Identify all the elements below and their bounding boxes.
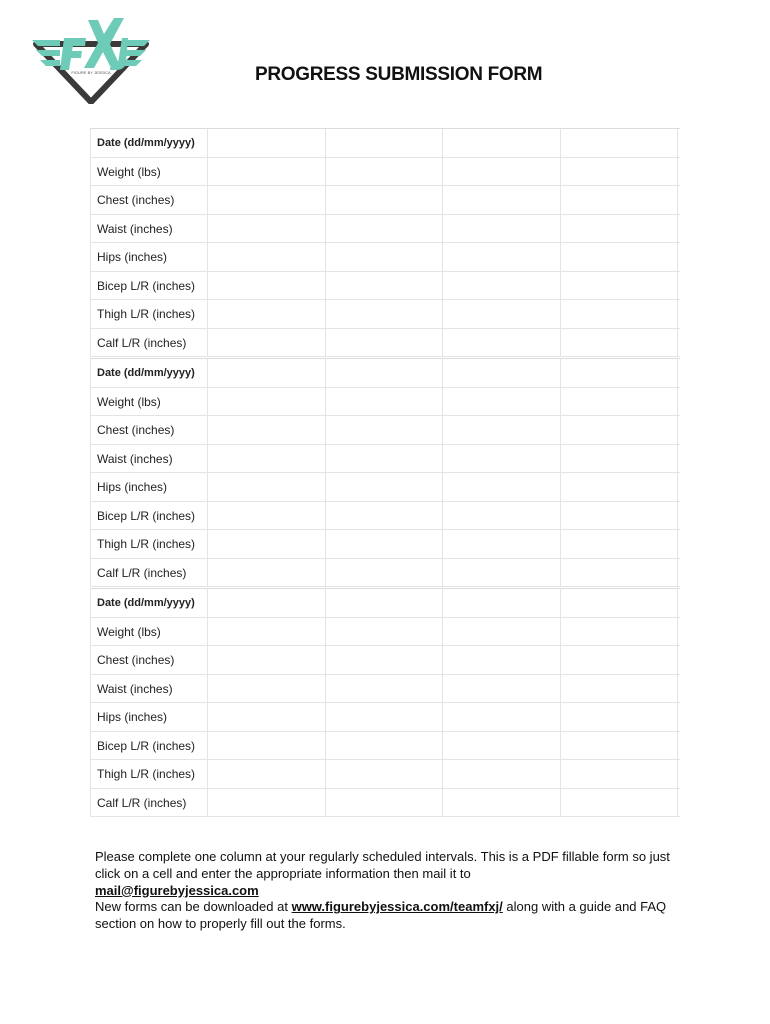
fillable-cell[interactable] xyxy=(326,129,444,157)
table-row xyxy=(90,502,680,531)
table-row xyxy=(90,760,680,789)
fillable-cell[interactable] xyxy=(443,243,561,271)
row-label: Weight (lbs) xyxy=(90,158,208,186)
instructions-line-2-post: along with a guide and FAQ section on how to properly fill out the forms. xyxy=(95,899,667,932)
measurement-block xyxy=(90,358,680,587)
table-row xyxy=(90,329,680,358)
email-link[interactable]: mail@figurebyjessica.com xyxy=(95,882,259,898)
row-label: Hips (inches) xyxy=(90,703,208,731)
fillable-cell[interactable] xyxy=(443,186,561,214)
fillable-cell[interactable] xyxy=(561,215,679,243)
fillable-cell[interactable] xyxy=(443,473,561,501)
fillable-cell[interactable] xyxy=(561,388,679,416)
table-row xyxy=(90,732,680,761)
fillable-cell[interactable] xyxy=(326,618,444,646)
fillable-cell[interactable] xyxy=(326,300,444,328)
fillable-cell[interactable] xyxy=(208,732,326,760)
table-row xyxy=(90,272,680,301)
fillable-cell[interactable] xyxy=(561,589,679,617)
table-row xyxy=(90,359,680,388)
fillable-cell[interactable] xyxy=(561,359,679,387)
fillable-cell[interactable] xyxy=(208,445,326,473)
fillable-cell[interactable] xyxy=(208,703,326,731)
row-label: Bicep L/R (inches) xyxy=(90,272,208,300)
fillable-cell[interactable] xyxy=(326,445,444,473)
fillable-cell[interactable] xyxy=(561,760,679,788)
fillable-cell[interactable] xyxy=(443,530,561,558)
row-label: Calf L/R (inches) xyxy=(90,329,208,357)
website-link[interactable]: www.figurebyjessica.com/teamfxj/ xyxy=(291,899,503,915)
fillable-cell[interactable] xyxy=(208,158,326,186)
logo-f xyxy=(60,38,86,70)
fillable-cell[interactable] xyxy=(443,300,561,328)
table-row xyxy=(90,243,680,272)
fillable-cell[interactable] xyxy=(326,215,444,243)
table-row xyxy=(90,473,680,502)
fillable-cell[interactable] xyxy=(443,272,561,300)
fillable-cell[interactable] xyxy=(443,416,561,444)
table-row xyxy=(90,445,680,474)
fillable-cell[interactable] xyxy=(561,703,679,731)
table-row xyxy=(90,300,680,329)
table-row xyxy=(90,646,680,675)
fxj-logo xyxy=(30,16,152,104)
fillable-cell[interactable] xyxy=(326,559,444,587)
fillable-cell[interactable] xyxy=(326,329,444,357)
fillable-cell[interactable] xyxy=(208,760,326,788)
fillable-cell[interactable] xyxy=(208,388,326,416)
fillable-cell[interactable] xyxy=(561,272,679,300)
fillable-cell[interactable] xyxy=(326,359,444,387)
row-label: Weight (lbs) xyxy=(90,388,208,416)
fillable-cell[interactable] xyxy=(326,760,444,788)
fillable-cell[interactable] xyxy=(561,445,679,473)
row-label: Chest (inches) xyxy=(90,186,208,214)
row-label: Waist (inches) xyxy=(90,445,208,473)
fillable-cell[interactable] xyxy=(443,359,561,387)
instructions-line-2-pre: New forms can be downloaded at xyxy=(95,899,288,915)
fillable-cell[interactable] xyxy=(561,732,679,760)
row-label: Chest (inches) xyxy=(90,416,208,444)
instructions xyxy=(95,849,685,933)
row-label: Date (dd/mm/yyyy) xyxy=(90,129,208,157)
table-row xyxy=(90,618,680,647)
fillable-cell[interactable] xyxy=(326,732,444,760)
row-label: Calf L/R (inches) xyxy=(90,559,208,587)
fillable-cell[interactable] xyxy=(326,272,444,300)
fillable-cell[interactable] xyxy=(443,502,561,530)
fillable-cell[interactable] xyxy=(326,530,444,558)
table-row xyxy=(90,703,680,732)
row-label: Hips (inches) xyxy=(90,243,208,271)
fillable-cell[interactable] xyxy=(443,559,561,587)
fillable-cell[interactable] xyxy=(326,675,444,703)
measurement-block xyxy=(90,588,680,817)
table-row xyxy=(90,158,680,187)
fillable-cell[interactable] xyxy=(561,186,679,214)
fillable-cell[interactable] xyxy=(208,243,326,271)
fillable-cell[interactable] xyxy=(326,186,444,214)
row-label: Thigh L/R (inches) xyxy=(90,530,208,558)
table-row xyxy=(90,416,680,445)
fillable-cell[interactable] xyxy=(208,530,326,558)
fillable-cell[interactable] xyxy=(561,243,679,271)
fillable-cell[interactable] xyxy=(208,300,326,328)
fillable-cell[interactable] xyxy=(326,243,444,271)
fillable-cell[interactable] xyxy=(326,703,444,731)
row-label: Bicep L/R (inches) xyxy=(90,502,208,530)
row-label: Date (dd/mm/yyyy) xyxy=(90,589,208,617)
fillable-cell[interactable] xyxy=(443,675,561,703)
fillable-cell[interactable] xyxy=(326,646,444,674)
fillable-cell[interactable] xyxy=(443,388,561,416)
fillable-cell[interactable] xyxy=(561,618,679,646)
fillable-cell[interactable] xyxy=(561,416,679,444)
fillable-cell[interactable] xyxy=(561,158,679,186)
fillable-cell[interactable] xyxy=(326,502,444,530)
row-label: Hips (inches) xyxy=(90,473,208,501)
fillable-cell[interactable] xyxy=(443,646,561,674)
fillable-cell[interactable] xyxy=(443,158,561,186)
fillable-cell[interactable] xyxy=(443,760,561,788)
fillable-cell[interactable] xyxy=(208,789,326,817)
row-label: Waist (inches) xyxy=(90,675,208,703)
logo-wing-left xyxy=(32,40,60,66)
fillable-cell[interactable] xyxy=(208,215,326,243)
fillable-cell[interactable] xyxy=(208,473,326,501)
fillable-cell[interactable] xyxy=(561,789,679,817)
fillable-cell[interactable] xyxy=(443,129,561,157)
fillable-cell[interactable] xyxy=(561,675,679,703)
table-row xyxy=(90,559,680,588)
fillable-cell[interactable] xyxy=(561,300,679,328)
fillable-cell[interactable] xyxy=(561,530,679,558)
fillable-cell[interactable] xyxy=(326,158,444,186)
fillable-cell[interactable] xyxy=(208,186,326,214)
row-label: Thigh L/R (inches) xyxy=(90,300,208,328)
fillable-cell[interactable] xyxy=(208,589,326,617)
row-label: Chest (inches) xyxy=(90,646,208,674)
table-row xyxy=(90,530,680,559)
row-label: Weight (lbs) xyxy=(90,618,208,646)
instructions-line-1: Please complete one column at your regularly scheduled intervals. This is a PDF fillable form so just click on a cell and enter the appropriate information then mail it to xyxy=(95,849,670,881)
fillable-cell[interactable] xyxy=(208,559,326,587)
fillable-cell[interactable] xyxy=(208,272,326,300)
fillable-cell[interactable] xyxy=(208,675,326,703)
table-row xyxy=(90,186,680,215)
fillable-cell[interactable] xyxy=(208,646,326,674)
fillable-cell[interactable] xyxy=(208,329,326,357)
fillable-cell[interactable] xyxy=(561,646,679,674)
fillable-cell[interactable] xyxy=(561,129,679,157)
row-label: Date (dd/mm/yyyy) xyxy=(90,359,208,387)
fillable-cell[interactable] xyxy=(561,473,679,501)
fillable-cell[interactable] xyxy=(561,329,679,357)
row-label: Bicep L/R (inches) xyxy=(90,732,208,760)
fillable-cell[interactable] xyxy=(326,789,444,817)
fillable-cell[interactable] xyxy=(326,388,444,416)
fillable-cell[interactable] xyxy=(208,129,326,157)
fillable-cell[interactable] xyxy=(443,789,561,817)
fillable-cell[interactable] xyxy=(208,359,326,387)
row-label: Calf L/R (inches) xyxy=(90,789,208,817)
fillable-cell[interactable] xyxy=(443,618,561,646)
fillable-cell[interactable] xyxy=(208,618,326,646)
fillable-cell[interactable] xyxy=(561,502,679,530)
table-row xyxy=(90,215,680,244)
table-row xyxy=(90,675,680,704)
fillable-cell[interactable] xyxy=(326,589,444,617)
progress-table xyxy=(90,128,680,817)
row-label: Waist (inches) xyxy=(90,215,208,243)
fillable-cell[interactable] xyxy=(443,215,561,243)
page-title: PROGRESS SUBMISSION FORM xyxy=(255,64,543,85)
fillable-cell[interactable] xyxy=(561,559,679,587)
fillable-cell[interactable] xyxy=(208,502,326,530)
fillable-cell[interactable] xyxy=(443,732,561,760)
row-label: Thigh L/R (inches) xyxy=(90,760,208,788)
fillable-cell[interactable] xyxy=(208,416,326,444)
fillable-cell[interactable] xyxy=(443,445,561,473)
fillable-cell[interactable] xyxy=(443,589,561,617)
logo-tagline: FIGURE BY JESSICA xyxy=(71,70,111,75)
table-row xyxy=(90,388,680,417)
fillable-cell[interactable] xyxy=(443,329,561,357)
fillable-cell[interactable] xyxy=(326,473,444,501)
measurement-block xyxy=(90,128,680,357)
table-row xyxy=(90,789,680,818)
fillable-cell[interactable] xyxy=(326,416,444,444)
fillable-cell[interactable] xyxy=(443,703,561,731)
table-row xyxy=(90,129,680,158)
table-row xyxy=(90,589,680,618)
